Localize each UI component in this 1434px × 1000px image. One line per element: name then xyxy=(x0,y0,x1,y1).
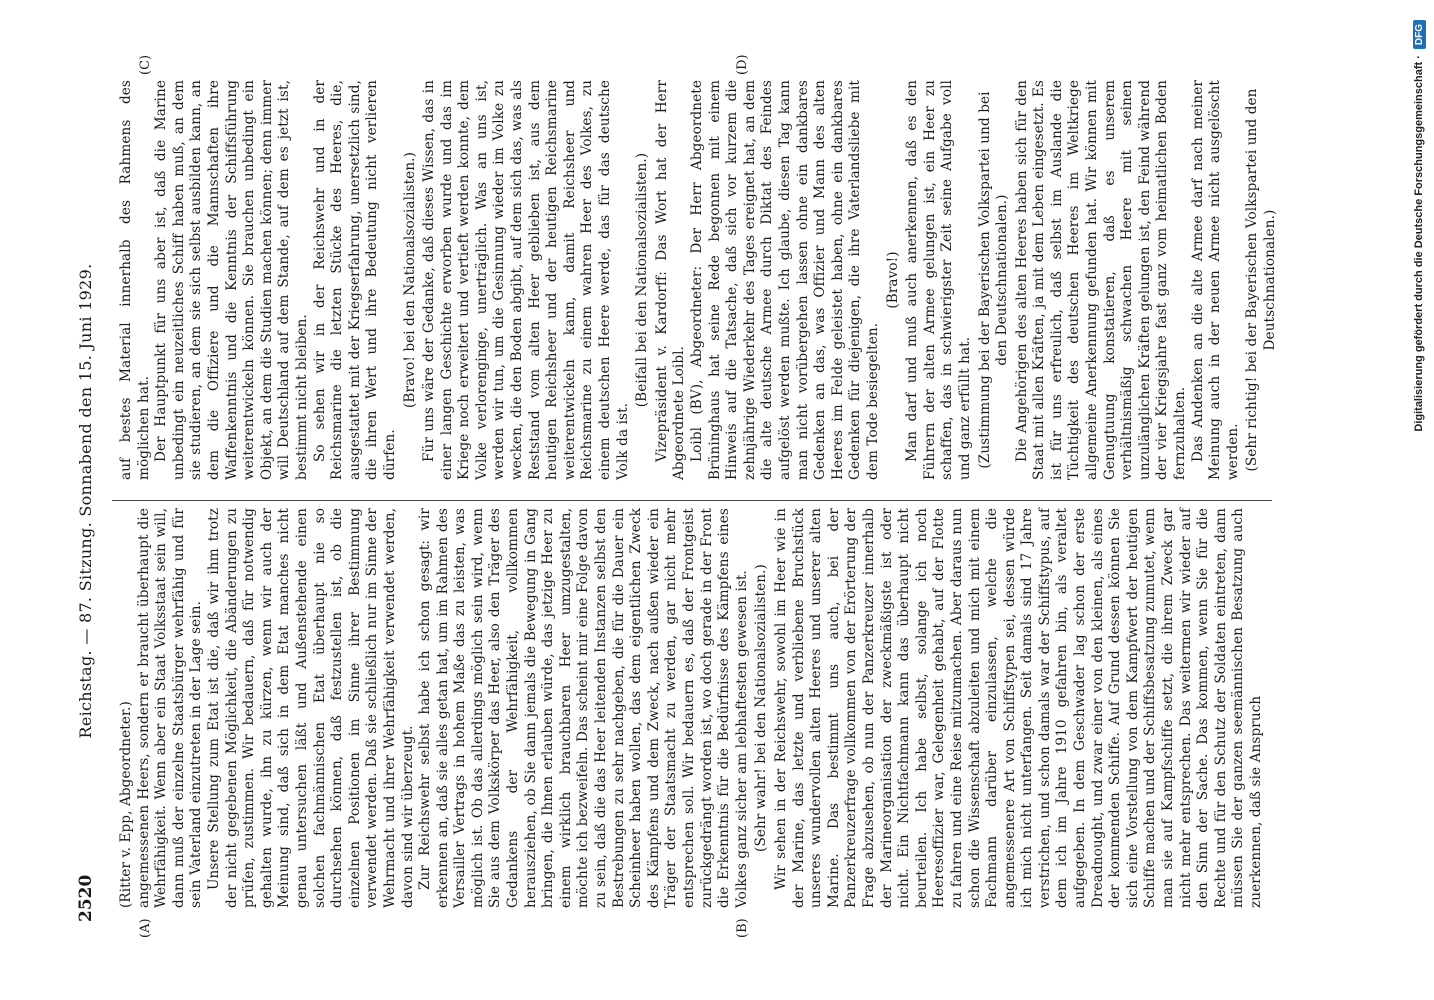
paragraph: Unsere Stellung zum Etat ist die, daß wir ihm trotz der nicht gegebenen Möglichkeit, die Abänderungen zu prüfen, zustimmen. Wir bedauern, daß für notwendig gehalten wurde, ihn zu kürzen, wenn wir auch der Meinung sind, daß sich in dem Etat manches nicht genau untersuchen läßt und Außenstehende einen solchen fachmännischen Etat überhaupt nie so durchsehen können, daß festzustellen ist, ob die einzelnen Positionen im Sinne ihrer Bestimmung verwendet werden. Daß sie schließlich nur im Sinne der Wehrmacht und ihrer Wehrfähigkeit verwendet werden, davon sind wir überzeugt. xyxy=(205,508,416,908)
interjection: (Zustimmung bei der Bayerischen Volkspartei und bei den Deutschnationalen.) xyxy=(976,91,1011,469)
paragraph: So sehen wir in der Reichswehr und in der Reichsmarine die letzten Stücke des Heeres, die, ausgestattet mit der Kriegserfahrung, unersetzlich sind, die ihren Wert und ihre Bedeutung nicht verlieren dürfen. xyxy=(311,80,398,480)
paragraph: Das Andenken an die alte Armee darf nach meiner Meinung auch in der neuen Armee nicht ausgelöscht werden. xyxy=(1189,80,1241,480)
attribution-text: Digitalisierung gefördert durch die Deutsche Forschungsgemeinschaft · xyxy=(1413,55,1425,432)
dfg-logo: DFG xyxy=(1413,20,1426,49)
speaker-line: (Ritter v. Epp, Abgeordneter.) xyxy=(118,701,134,908)
page-header xyxy=(68,80,108,922)
paragraph: Die Angehörigen des alten Heeres haben sich für den Staat mit allen Kräften, ja mit dem Leben eingesetzt. Es ist für uns erfreulich, daß selbst im Auslande die Tüchtigkeit des deutschen Heeres im Weltkriege allgemeine Anerkennung gefunden hat. Wir können mit Genugtuung konstatieren, daß es unserem verhältnismäßig schwachen Heere mit seinen unzulänglichen Kräften gelungen ist, den Feind während der vier Kriegsjahre fast ganz vom heimatlichen Boden fernzuhalten. xyxy=(1013,80,1189,480)
column-divider xyxy=(112,500,1272,501)
margin-marker-c: (C) xyxy=(138,54,153,75)
interjection: (Beifall bei den Nationalsozialisten.) xyxy=(634,152,651,408)
paragraph: Wir sehen in der Reichswehr, sowohl im Heer wie in der Marine, das letzte und verbliebene Bruchstück unseres wundervollen alten Heeres und unserer alten Marine. Das bestimmt uns auch, bei der Panzerkreuzerfrage vollkommen von der Erörterung der Frage abzusehen, ob nun der Panzerkreuzer innerhalb der Marineorganisation der zweckmäßigste ist oder nicht. Ein Nichtfachmann kann das überhaupt nicht beurteilen. Ich habe selbst, solange ich noch Heeresoffizier war, Gelegenheit gehabt, auf der Flotte zu fahren und eine Reise mitzumachen. Aber daraus nun schon die Wissenschaft abzuleiten und mich mit einem Fachmann darüber einzulassen, welche die angemessenere Art von Schiffstypen sei, dessen würde ich mich nicht unterfangen. Seit damals sind 17 Jahre verstrichen, und schon damals war der Schiffstypus, auf dem ich im Jahre 1910 gefahren bin, als veraltet aufgegeben. In dem Geschwader lag schon der erste Dreadnought, und zwar einer von den kleinen, als eines der kommenden Schiffe. Auf Grund dessen können Sie sich eine Vorstellung von dem Kampfwert der heutigen Schiffe machen und der Schiffsbesatzung zumutet, wenn man sie auf Kampfschiffe setzt, die ihrem Zweck gar nicht mehr entsprechen. Das weitermen wir wieder auf den Sinn der Sache. Das kommen, wenn Sie für die Rechte und für den Schutz der Soldaten eintreten, dann müssen Sie der ganzen seemännischen Besatzung auch zuerkennen, daß sie Anspruch xyxy=(772,508,1264,908)
paragraph: Zur Reichswehr selbst habe ich schon gesagt: wir erkennen an, daß sie alles getan hat, um im Rahmen des Versailler Vertrags in hohem Maße das zu leisten, was möglich ist. Ob das allerdings möglich sein wird, wenn Sie aus dem Volkskörper das Heer, also den Träger des Gedankens der Wehrfähigkeit, vollkommen herausziehen, ob Sie dann jemals die Bewegung in Gang bringen, die Ihnen erlauben würde, das jetzige Heer zu einem wirklich brauchbaren Heer umzugestalten, möchte ich bezweifeln. Das scheint mir eine Folge davon zu sein, daß die das Heer leitenden Instanzen selbst den Bestrebungen zu sehr nachgeben, die für die Dauer ein Scheinheer haben wollen, das dem eigentlichen Zweck des Kämpfens und dem Zweck, nach außen wieder ein Träger der Staatsmacht zu werden, gar nicht mehr entsprechen soll. Wir bedauern es, daß der Frontgeist zurückgedrängt worden ist, wo doch gerade in der Front die Erkenntnis für die Bedürfnisse des Kämpfens eines Volkes ganz sicher am lebhaftesten gewesen ist. xyxy=(417,508,750,908)
margin-marker-d: (D) xyxy=(735,54,750,75)
right-column xyxy=(118,80,1282,480)
paragraph: auf bestes Material innerhalb des Rahmens des möglichen hat. xyxy=(118,80,152,480)
interjection: (Bravo! bei den Nationalsozialisten.) xyxy=(401,152,418,409)
paragraph: Der Hauptpunkt für uns aber ist, daß die Marine unbedingt ein neuzeitliches Schiff haben muß, an dem sie studieren, an dem sie sich selbst ausbilden kann, an dem die Offiziere und die Mannschaften ihre Waffenkenntnis und die Kenntnis der Schiffsführung weiterentwickeln können. Sie brauchen unbedingt ein Objekt, an dem die Studien machen können; denn immer will Deutschland auf dem Stande, auf dem es jetzt ist, bestimmt nicht bleiben. xyxy=(153,80,310,480)
margin-marker-a: (A) xyxy=(138,918,153,938)
running-head: Reichstag. — 87. Sitzung. Sonnabend den 15. Juni 1929. xyxy=(76,263,95,739)
interjection: (Sehr richtig! bei der Bayerischen Volkspartei und den Deutschnationalen.) xyxy=(1244,88,1278,472)
speaker-paragraph: Loibl (BV), Abgeordneter: Der Herr Abgeordnete Brüninghaus hat seine Rede begonnen mit einem Hinweis auf die Tatsache, daß sich vor kurzem die zehnjährige Wiederkehr des Tages ereignet hat, an dem die alte deutsche Armee durch Diktat des Feindes aufgelöst werden mußte. Ich glaube, diesen Tag kann man nicht vorübergehen lassen ohne ein dankbares Gedenken an das, was Offizier und Mann des alten Heeres im Felde geleistet haben, ohne ein dankbares Gedenken für diejenigen, die ihre Vaterlandsliebe mit dem Tode besiegelten. xyxy=(689,80,881,480)
page-number: 2520 xyxy=(76,874,96,922)
margin-marker-b: (B) xyxy=(735,918,750,938)
paragraph: angemessenen Heers, sondern er braucht überhaupt die Wehrfähigkeit. Wenn aber ein Staat Volksstaat sein will, dann muß der einzelne Staatsbürger wehrfähig und für sein Vaterland einzutreten in der Lage sein. xyxy=(135,508,205,908)
interjection: (Sehr wahr! bei den Nationalsozialisten.) xyxy=(753,564,770,852)
paragraph: Für uns wäre der Gedanke, daß dieses Wissen, das in einer langen Geschichte erworben wurde und das im Kriege noch erweitert und vertieft werden konnte, dem Volke verlorenginge, unerträglich. Was an uns ist, werden wir tun, um die Gesinnung wieder im Volke zu wecken, die den Boden abgibt, auf dem sich das, was als Reststand vom alten Heer geblieben ist, aus dem heutigen Reichsheer und der heutigen Reichsmarine weiterentwickeln kann, damit Reichsheer und Reichsmarine zu einem wahren Heer des Volkes, zu einem deutschen Heere werde, das für das deutsche Volk da ist. xyxy=(421,80,631,480)
digitization-attribution xyxy=(1408,20,1430,980)
interjection: (Bravo!) xyxy=(884,251,901,309)
left-column xyxy=(118,508,1266,908)
presiding-officer-line: Vizepräsident v. Kardorff: Das Wort hat der Herr Abgeordnete Loibl. xyxy=(653,80,688,480)
paragraph: Man darf und muß auch anerkennen, daß es den Führern der alten Armee gelungen ist, ein Heer zu schaffen, das in schwierigster Zeit seine Aufgabe voll und ganz erfüllt hat. xyxy=(904,80,973,480)
